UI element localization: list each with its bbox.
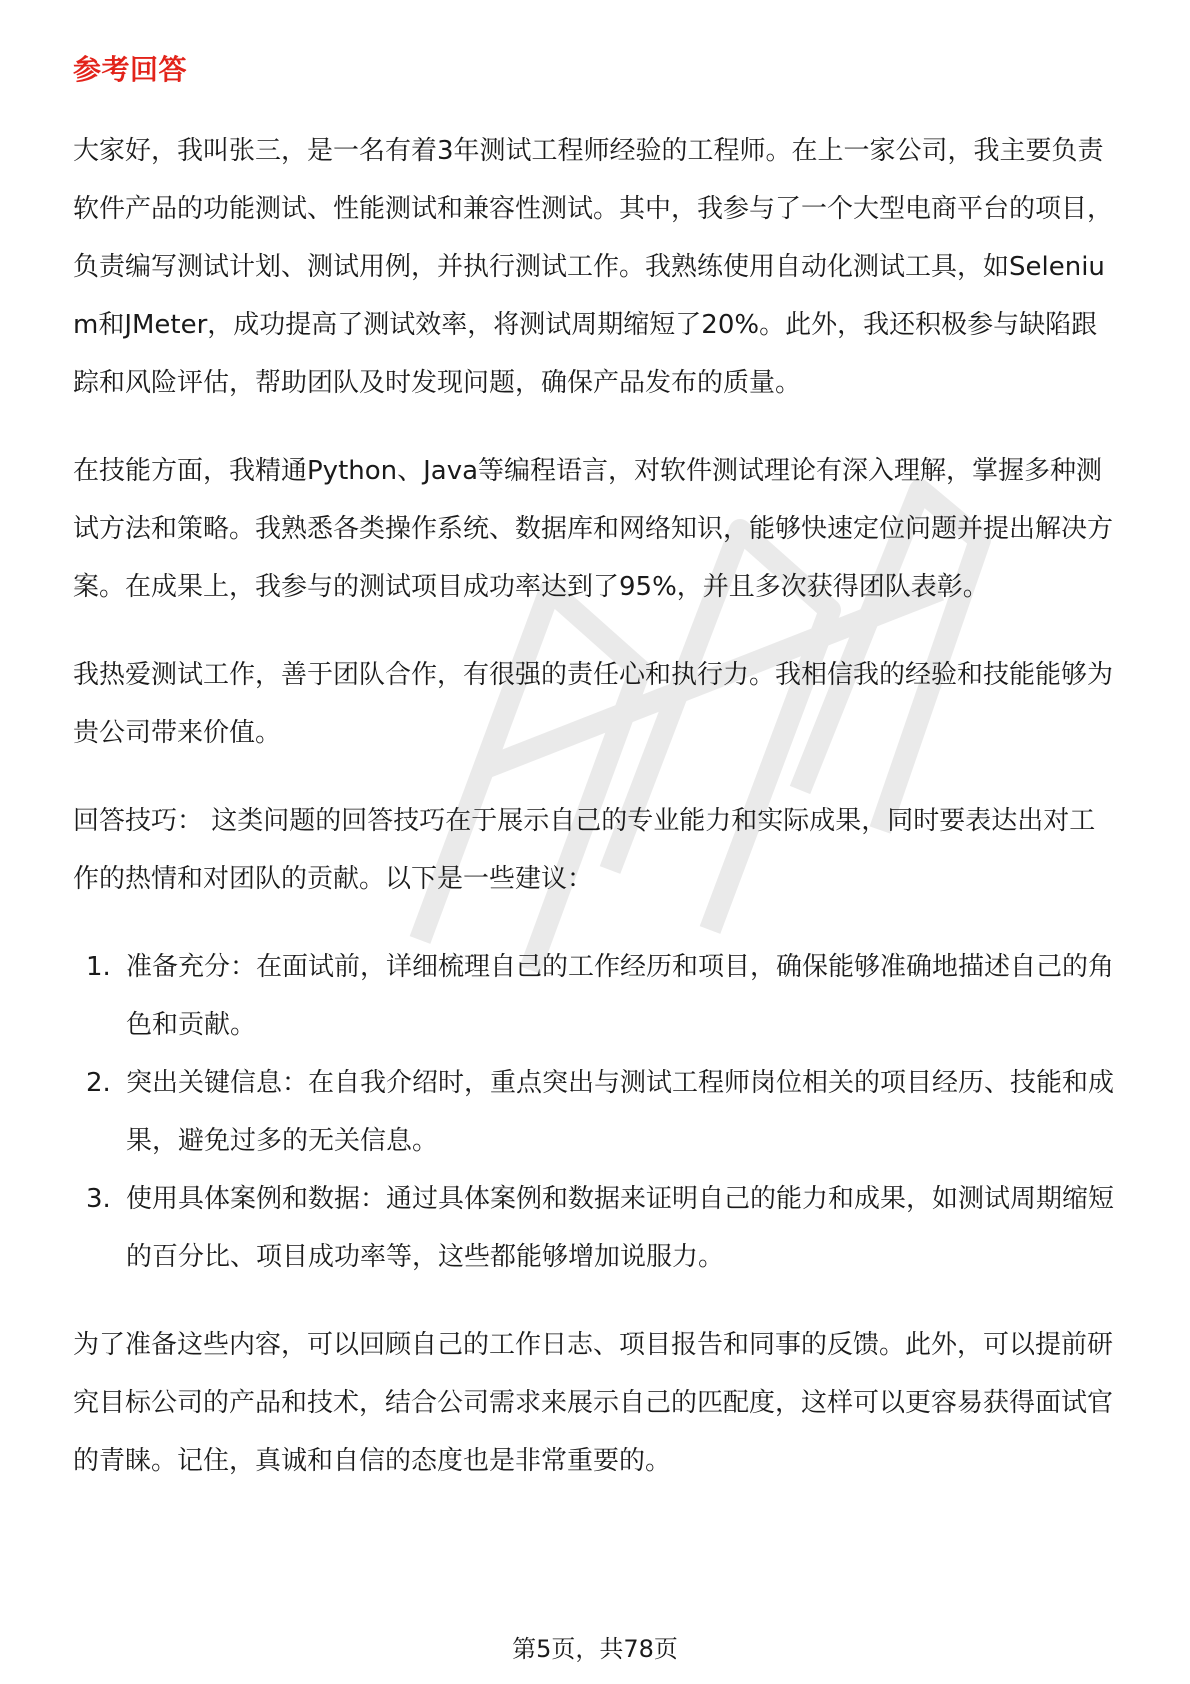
list-item-text: 使用具体案例和数据：通过具体案例和数据来证明自己的能力和成果，如测试周期缩短的百分比、项目成功率等，这些都能够增加说服力。: [126, 1184, 1115, 1272]
paragraph-tips-intro: 回答技巧： 这类问题的回答技巧在于展示自己的专业能力和实际成果，同时要表达出对工作的热情和对团队的贡献。以下是一些建议：: [73, 806, 1096, 894]
paragraph-skills: 在技能方面，我精通Python、Java等编程语言，对软件测试理论有深入理解，掌握多种测试方法和策略。我熟悉各类操作系统、数据库和网络知识，能够快速定位问题并提出解决方案。在成果上，我参与的测试项目成功率达到了95%，并且多次获得团队表彰。: [73, 456, 1114, 602]
list-item-text: 准备充分：在面试前，详细梳理自己的工作经历和项目，确保能够准确地描述自己的角色和贡献。: [126, 952, 1115, 1040]
list-item-number: 3.: [86, 1184, 111, 1214]
paragraph-attitude: 我热爱测试工作，善于团队合作，有很强的责任心和执行力。我相信我的经验和技能能够为贵公司带来价值。: [73, 660, 1114, 748]
page-number: 第5页，共78页: [512, 1635, 678, 1663]
list-item: [73, 1170, 1116, 1286]
tips-list: [73, 938, 1116, 1286]
list-item-text: 突出关键信息：在自我介绍时，重点突出与测试工程师岗位相关的项目经历、技能和成果，避免过多的无关信息。: [126, 1068, 1115, 1156]
list-item: [73, 1054, 1116, 1170]
paragraph-closing: 为了准备这些内容，可以回顾自己的工作日志、项目报告和同事的反馈。此外，可以提前研究目标公司的产品和技术，结合公司需求来展示自己的匹配度，这样可以更容易获得面试官的青睐。记住，真诚和自信的态度也是非常重要的。: [73, 1330, 1114, 1476]
list-item-number: 1.: [86, 952, 111, 982]
list-item: [73, 938, 1116, 1054]
paragraph-intro: 大家好，我叫张三，是一名有着3年测试工程师经验的工程师。在上一家公司，我主要负责软件产品的功能测试、性能测试和兼容性测试。其中，我参与了一个大型电商平台的项目，负责编写测试计划、测试用例，并执行测试工作。我熟练使用自动化测试工具，如Selenium和JMeter，成功提高了测试效率，将测试周期缩短了20%。此外，我还积极参与缺陷跟踪和风险评估，帮助团队及时发现问题，确保产品发布的质量。: [73, 136, 1114, 398]
section-heading: 参考回答: [73, 53, 188, 86]
list-item-number: 2.: [86, 1068, 111, 1098]
